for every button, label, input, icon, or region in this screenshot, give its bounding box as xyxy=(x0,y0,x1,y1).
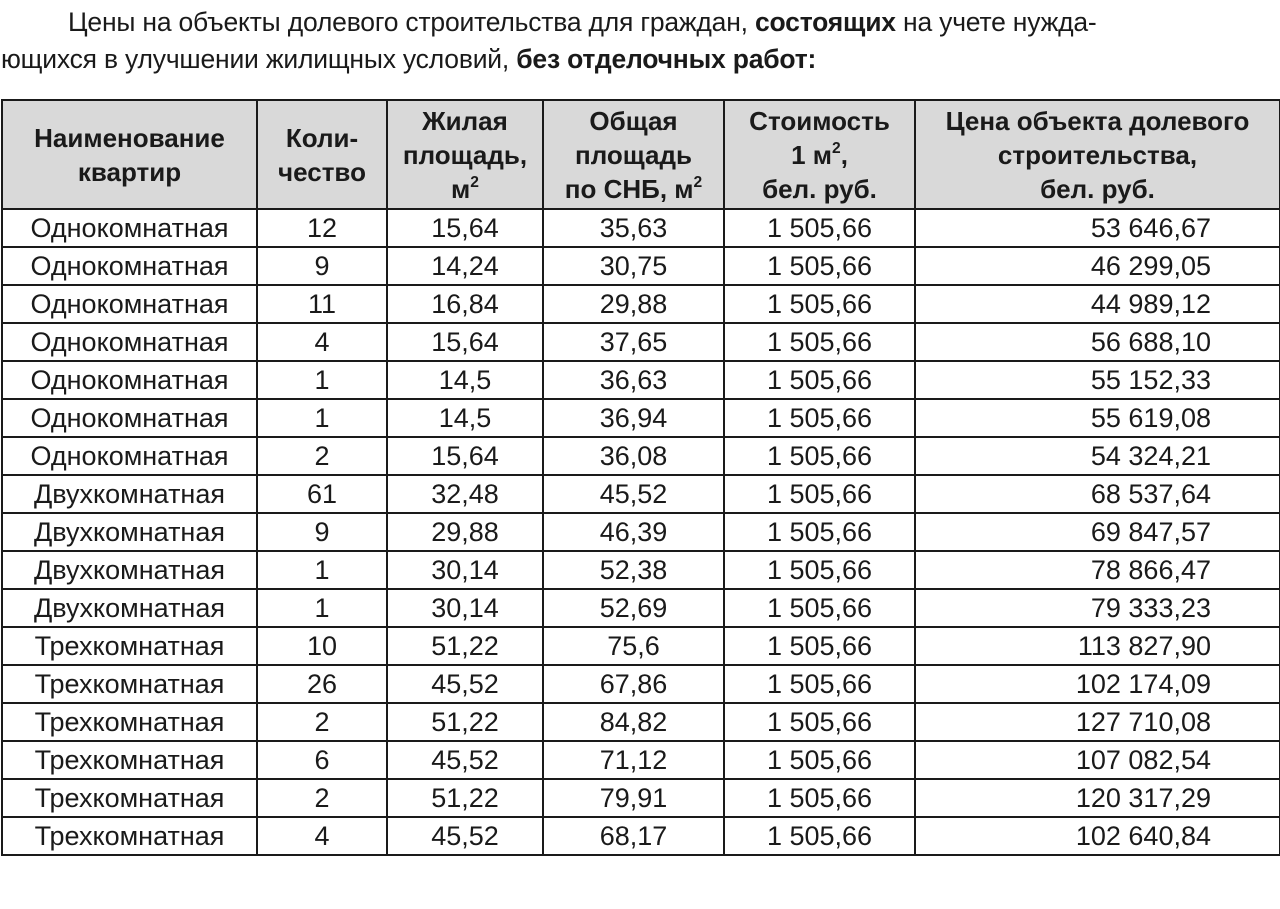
cell-cost-per-m2: 1 505,66 xyxy=(724,323,915,361)
cell-total-area: 35,63 xyxy=(543,209,724,247)
header-superscript: 2 xyxy=(832,139,841,157)
cell-apartment-name: Трехкомнатная xyxy=(2,665,257,703)
header-superscript: 2 xyxy=(470,173,479,191)
cell-cost-per-m2: 1 505,66 xyxy=(724,703,915,741)
cell-total-area: 36,08 xyxy=(543,437,724,475)
cell-count: 2 xyxy=(257,437,387,475)
cell-apartment-name: Трехкомнатная xyxy=(2,741,257,779)
cell-cost-per-m2: 1 505,66 xyxy=(724,361,915,399)
cell-total-area: 45,52 xyxy=(543,475,724,513)
cell-apartment-name: Двухкомнатная xyxy=(2,475,257,513)
cell-living-area: 15,64 xyxy=(387,323,543,361)
cell-object-price: 54 324,21 xyxy=(915,437,1280,475)
cell-cost-per-m2: 1 505,66 xyxy=(724,247,915,285)
cell-living-area: 14,24 xyxy=(387,247,543,285)
cell-apartment-name: Однокомнатная xyxy=(2,361,257,399)
cell-count: 2 xyxy=(257,703,387,741)
cell-apartment-name: Двухкомнатная xyxy=(2,589,257,627)
cell-living-area: 45,52 xyxy=(387,665,543,703)
cell-total-area: 71,12 xyxy=(543,741,724,779)
cell-apartment-name: Однокомнатная xyxy=(2,399,257,437)
cell-count: 4 xyxy=(257,817,387,855)
cell-cost-per-m2: 1 505,66 xyxy=(724,817,915,855)
cell-count: 11 xyxy=(257,285,387,323)
cell-cost-per-m2: 1 505,66 xyxy=(724,209,915,247)
cell-count: 26 xyxy=(257,665,387,703)
cell-cost-per-m2: 1 505,66 xyxy=(724,627,915,665)
cell-object-price: 44 989,12 xyxy=(915,285,1280,323)
cell-cost-per-m2: 1 505,66 xyxy=(724,779,915,817)
cell-object-price: 55 619,08 xyxy=(915,399,1280,437)
cell-apartment-name: Однокомнатная xyxy=(2,323,257,361)
header-text: чество xyxy=(278,156,366,187)
table-row xyxy=(2,513,1280,551)
cell-count: 1 xyxy=(257,361,387,399)
cell-count: 6 xyxy=(257,741,387,779)
cell-count: 1 xyxy=(257,551,387,589)
cell-living-area: 14,5 xyxy=(387,361,543,399)
cell-living-area: 30,14 xyxy=(387,589,543,627)
table-row xyxy=(2,475,1280,513)
table-row xyxy=(2,361,1280,399)
table-row xyxy=(2,551,1280,589)
cell-apartment-name: Двухкомнатная xyxy=(2,551,257,589)
cell-living-area: 45,52 xyxy=(387,817,543,855)
cell-apartment-name: Трехкомнатная xyxy=(2,779,257,817)
cell-total-area: 67,86 xyxy=(543,665,724,703)
cell-object-price: 102 640,84 xyxy=(915,817,1280,855)
cell-living-area: 15,64 xyxy=(387,437,543,475)
cell-total-area: 68,17 xyxy=(543,817,724,855)
cell-living-area: 14,5 xyxy=(387,399,543,437)
cell-cost-per-m2: 1 505,66 xyxy=(724,399,915,437)
cell-object-price: 53 646,67 xyxy=(915,209,1280,247)
intro-emphasis: состоящих xyxy=(755,7,896,37)
price-table xyxy=(1,99,1280,856)
cell-object-price: 107 082,54 xyxy=(915,741,1280,779)
cell-cost-per-m2: 1 505,66 xyxy=(724,513,915,551)
cell-total-area: 46,39 xyxy=(543,513,724,551)
cell-cost-per-m2: 1 505,66 xyxy=(724,551,915,589)
cell-count: 1 xyxy=(257,399,387,437)
cell-living-area: 51,22 xyxy=(387,779,543,817)
cell-object-price: 102 174,09 xyxy=(915,665,1280,703)
cell-total-area: 75,6 xyxy=(543,627,724,665)
header-text: Цена объекта долевого xyxy=(945,105,1250,136)
cell-apartment-name: Трехкомнатная xyxy=(2,703,257,741)
header-text: 1 м xyxy=(791,139,832,170)
header-count xyxy=(257,100,387,209)
header-text: Коли- xyxy=(285,122,359,153)
header-text: квартир xyxy=(77,156,182,187)
table-row xyxy=(2,779,1280,817)
cell-count: 2 xyxy=(257,779,387,817)
header-text: , xyxy=(840,139,848,170)
cell-object-price: 69 847,57 xyxy=(915,513,1280,551)
cell-total-area: 36,63 xyxy=(543,361,724,399)
cell-apartment-name: Трехкомнатная xyxy=(2,817,257,855)
cell-cost-per-m2: 1 505,66 xyxy=(724,285,915,323)
cell-total-area: 52,38 xyxy=(543,551,724,589)
table-row xyxy=(2,741,1280,779)
header-text: бел. руб. xyxy=(762,173,877,204)
header-text: площадь xyxy=(575,139,692,170)
cell-total-area: 30,75 xyxy=(543,247,724,285)
cell-object-price: 79 333,23 xyxy=(915,589,1280,627)
cell-cost-per-m2: 1 505,66 xyxy=(724,665,915,703)
intro-text: на учете нужда- xyxy=(895,7,1097,37)
cell-object-price: 68 537,64 xyxy=(915,475,1280,513)
cell-object-price: 78 866,47 xyxy=(915,551,1280,589)
cell-object-price: 56 688,10 xyxy=(915,323,1280,361)
table-row xyxy=(2,627,1280,665)
cell-apartment-name: Трехкомнатная xyxy=(2,627,257,665)
cell-object-price: 120 317,29 xyxy=(915,779,1280,817)
header-text: бел. руб. xyxy=(1040,173,1155,204)
cell-count: 61 xyxy=(257,475,387,513)
cell-object-price: 127 710,08 xyxy=(915,703,1280,741)
cell-count: 10 xyxy=(257,627,387,665)
cell-object-price: 55 152,33 xyxy=(915,361,1280,399)
cell-total-area: 29,88 xyxy=(543,285,724,323)
table-row xyxy=(2,589,1280,627)
cell-living-area: 16,84 xyxy=(387,285,543,323)
table-header-row xyxy=(2,100,1280,209)
cell-cost-per-m2: 1 505,66 xyxy=(724,475,915,513)
intro-text: Цены на объекты долевого строительства для граждан, xyxy=(68,7,755,37)
cell-count: 1 xyxy=(257,589,387,627)
cell-living-area: 30,14 xyxy=(387,551,543,589)
cell-total-area: 37,65 xyxy=(543,323,724,361)
cell-apartment-name: Однокомнатная xyxy=(2,285,257,323)
table-row xyxy=(2,323,1280,361)
cell-object-price: 113 827,90 xyxy=(915,627,1280,665)
header-text: Наименование xyxy=(34,122,225,153)
intro-emphasis: без отделочных работ: xyxy=(516,44,817,74)
table-row xyxy=(2,703,1280,741)
table-row xyxy=(2,247,1280,285)
header-total-area xyxy=(543,100,724,209)
header-text: Стоимость xyxy=(749,105,890,136)
cell-living-area: 51,22 xyxy=(387,703,543,741)
header-living-area xyxy=(387,100,543,209)
header-object-price xyxy=(915,100,1280,209)
table-row xyxy=(2,437,1280,475)
table-row xyxy=(2,665,1280,703)
header-text: строительства, xyxy=(997,139,1198,170)
intro-line-2 xyxy=(0,41,1280,78)
header-apartment-name xyxy=(2,100,257,209)
cell-total-area: 79,91 xyxy=(543,779,724,817)
intro-text: ющихся в улучшении жилищных условий, xyxy=(1,44,517,74)
header-text: по СНБ, м xyxy=(564,173,694,204)
cell-total-area: 52,69 xyxy=(543,589,724,627)
header-text: площадь, xyxy=(402,139,528,170)
cell-total-area: 84,82 xyxy=(543,703,724,741)
cell-living-area: 29,88 xyxy=(387,513,543,551)
cell-count: 12 xyxy=(257,209,387,247)
cell-apartment-name: Однокомнатная xyxy=(2,437,257,475)
cell-object-price: 46 299,05 xyxy=(915,247,1280,285)
header-text: м xyxy=(451,173,471,204)
cell-count: 4 xyxy=(257,323,387,361)
cell-count: 9 xyxy=(257,247,387,285)
header-text: Общая xyxy=(589,105,678,136)
cell-cost-per-m2: 1 505,66 xyxy=(724,741,915,779)
table-body xyxy=(2,209,1280,855)
cell-apartment-name: Однокомнатная xyxy=(2,209,257,247)
intro-line-1 xyxy=(0,4,1280,41)
cell-living-area: 32,48 xyxy=(387,475,543,513)
table-row xyxy=(2,817,1280,855)
cell-apartment-name: Однокомнатная xyxy=(2,247,257,285)
cell-cost-per-m2: 1 505,66 xyxy=(724,437,915,475)
table-row xyxy=(2,285,1280,323)
header-text: Жилая xyxy=(422,105,508,136)
header-superscript: 2 xyxy=(693,173,703,191)
header-cost-per-m2 xyxy=(724,100,915,209)
cell-apartment-name: Двухкомнатная xyxy=(2,513,257,551)
intro-paragraph xyxy=(0,4,1280,78)
cell-count: 9 xyxy=(257,513,387,551)
table-row xyxy=(2,399,1280,437)
cell-cost-per-m2: 1 505,66 xyxy=(724,589,915,627)
table-row xyxy=(2,209,1280,247)
cell-living-area: 15,64 xyxy=(387,209,543,247)
cell-total-area: 36,94 xyxy=(543,399,724,437)
cell-living-area: 45,52 xyxy=(387,741,543,779)
cell-living-area: 51,22 xyxy=(387,627,543,665)
